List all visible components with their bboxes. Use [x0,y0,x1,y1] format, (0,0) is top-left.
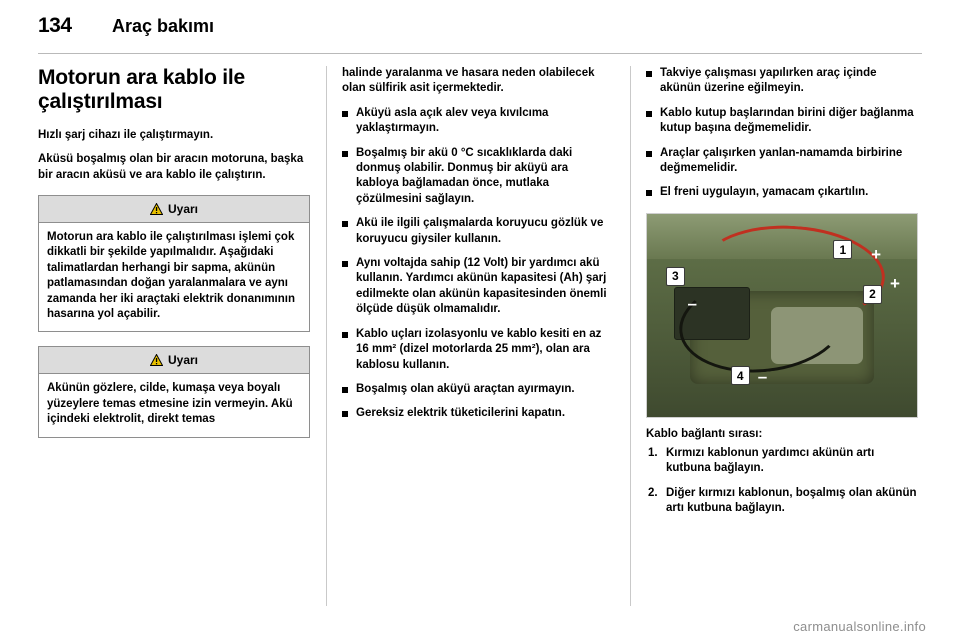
warning-box-1 [38,195,310,332]
warning-text-continuation: halinde yaralanma ve hasara neden olabilecek olan sülfirik asit içermektedir. [342,67,595,95]
list-item: Akü ile ilgili çalışmalarda koruyucu gözlük ve koruyucu giysiler kullanın. [342,216,614,247]
warning-triangle-icon [150,354,163,366]
page-number: 134 [38,14,72,37]
plus-sign-1: + [871,245,882,265]
list-item: Diğer kırmızı kablonun, boşalmış olan akünün artı kutbuna bağlayın. [666,486,917,515]
connection-steps-list [646,446,918,517]
list-item: El freni uygulayın, yamacam çıkartılın. [646,185,918,200]
figure-caption: Kablo bağlantı sırası: [646,427,763,440]
watermark: carmanualsonline.info [793,619,926,634]
list-item: Aküyü asla açık alev veya kıvılcıma yaklaştırmayın. [342,106,614,137]
column-divider-1 [326,66,327,606]
column-divider-2 [630,66,631,606]
warning-label-1: Uyarı [167,201,199,216]
list-item: Boşalmış bir akü 0 °C sıcaklıklarda daki donmuş olabilir. Donmuş bir aküyü ara kabloya bağlamadan önce, mutlaka çözülmesini sağlayın. [342,146,614,208]
list-item: Kablo kutup başlarından birini diğer bağlanma kutup başına değmemelidir. [646,106,918,137]
marker-1: 1 [833,240,852,259]
marker-4: 4 [731,366,750,385]
intro-paragraph-2: Aküsü boşalmış olan bir aracın motoruna, başka bir aracın aküsü ve ara kablo ile çalıştırın. [38,153,304,181]
warning-label-2: Uyarı [167,353,199,368]
list-item: Araçlar çalışırken yanlan-namamda birbirine değmemelidir. [646,146,918,177]
column-1 [38,66,310,611]
jump-start-diagram [646,213,918,418]
column-3 [646,66,918,611]
list-item: Kablo uçları izolasyonlu ve kablo kesiti en az 16 mm² (dizel motorlarda 25 mm²), olan ara kablosu kullanın. [342,327,614,373]
list-item: Takviye çalışması yapılırken araç içinde akünün üzerine eğilmeyin. [646,66,918,97]
chapter-title: Araç bakımı [112,16,215,36]
column-2 [342,66,614,611]
marker-2: 2 [863,285,882,304]
list-item: Aynı voltajda sahip (12 Volt) bir yardımcı akü kullanın. Yardımcı akünün kapasitesi (Ah) şarj edilmekte olan akünün kapasitesinden önemli ölçüde düşük olmamalıdır. [342,256,614,318]
warning-box-2 [38,346,310,437]
plus-sign-2: + [890,273,900,293]
page-header [38,14,922,54]
precautions-list [342,106,614,422]
minus-sign-2: – [757,367,768,387]
minus-sign-1: – [687,294,697,314]
section-title: Motorun ara kablo ile çalıştırılması [38,66,245,114]
marker-3: 3 [666,267,685,286]
warning-header-2 [39,347,309,374]
list-item: Gereksiz elektrik tüketicilerini kapatın. [342,406,614,421]
list-item: Boşalmış olan aküyü araçtan ayırmayın. [342,382,614,397]
intro-paragraph-1: Hızlı şarj cihazı ile çalıştırmayın. [38,128,214,141]
list-item: Kırmızı kablonun yardımcı akünün artı kutbuna bağlayın. [666,446,875,475]
precautions-list-continued [646,66,918,201]
warning-text-1: Motorun ara kablo ile çalıştırılması işlemi çok dikkatli bir şekilde yapılmalıdır. Aşağıdaki talimatlardan herhangi bir sapma, akünün patlamasından doğan yaralanmalara ve aynı zamanda her iki araçtaki elektrik donanımının hasarına yol açabilir. [47,230,295,320]
warning-text-2: Akünün gözlere, cilde, kumaşa veya boyalı yüzeylere temas etmesine izin vermeyin. Akü içindeki elektrolit, direkt temas [47,382,293,426]
warning-triangle-icon [150,203,163,215]
warning-header-1 [39,196,309,223]
